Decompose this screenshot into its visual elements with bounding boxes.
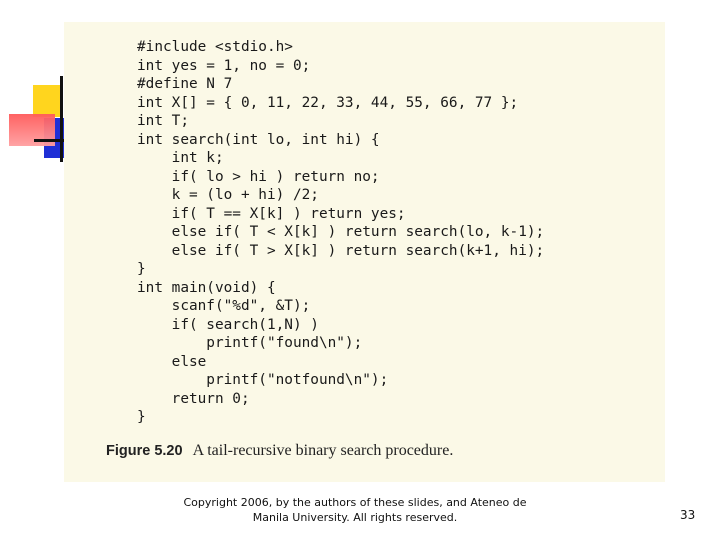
code-line: int X[] = { 0, 11, 22, 33, 44, 55, 66, 77 };: [137, 94, 519, 111]
code-line: #include <stdio.h>: [137, 39, 293, 55]
code-line: int T;: [137, 113, 189, 129]
code-line: }: [137, 261, 146, 277]
footer-line: Copyright 2006, by the authors of these slides, and Ateneo de: [183, 496, 527, 509]
code-line: int k;: [137, 150, 224, 166]
code-line: printf("notfound\n");: [137, 372, 389, 388]
page-number: 33: [680, 508, 696, 522]
code-line: scanf("%d", &T);: [137, 298, 311, 314]
code-line: int search(int lo, int hi) {: [137, 131, 380, 148]
caption-text: A tail-recursive binary search procedure.: [192, 442, 454, 459]
copyright-footer: [170, 495, 540, 525]
code-line: if( T == X[k] ) return yes;: [137, 205, 406, 222]
decoration-horizontal-line: [34, 139, 66, 142]
code-line: int yes = 1, no = 0;: [137, 57, 311, 74]
footer-line: Manila University. All rights reserved.: [252, 511, 458, 524]
code-line: }: [137, 409, 146, 425]
code-line: else: [137, 353, 207, 370]
decoration-yellow-square: [33, 85, 63, 117]
code-line: if( lo > hi ) return no;: [137, 168, 380, 185]
decoration-vertical-line: [60, 76, 63, 162]
code-line: return 0;: [137, 390, 250, 407]
code-line: int main(void) {: [137, 279, 276, 296]
code-line: else if( T > X[k] ) return search(k+1, hi);: [137, 242, 545, 259]
code-line: else if( T < X[k] ) return search(lo, k-1);: [137, 224, 545, 240]
code-line: if( search(1,N) ): [137, 316, 319, 333]
figure-caption: [106, 442, 453, 460]
code-line: k = (lo + hi) /2;: [137, 187, 319, 203]
scanned-figure: [64, 22, 665, 482]
caption-label: Figure 5.20: [106, 443, 183, 459]
code-line: #define N 7: [137, 76, 233, 92]
code-listing: [137, 38, 544, 427]
code-line: printf("found\n");: [137, 335, 363, 351]
